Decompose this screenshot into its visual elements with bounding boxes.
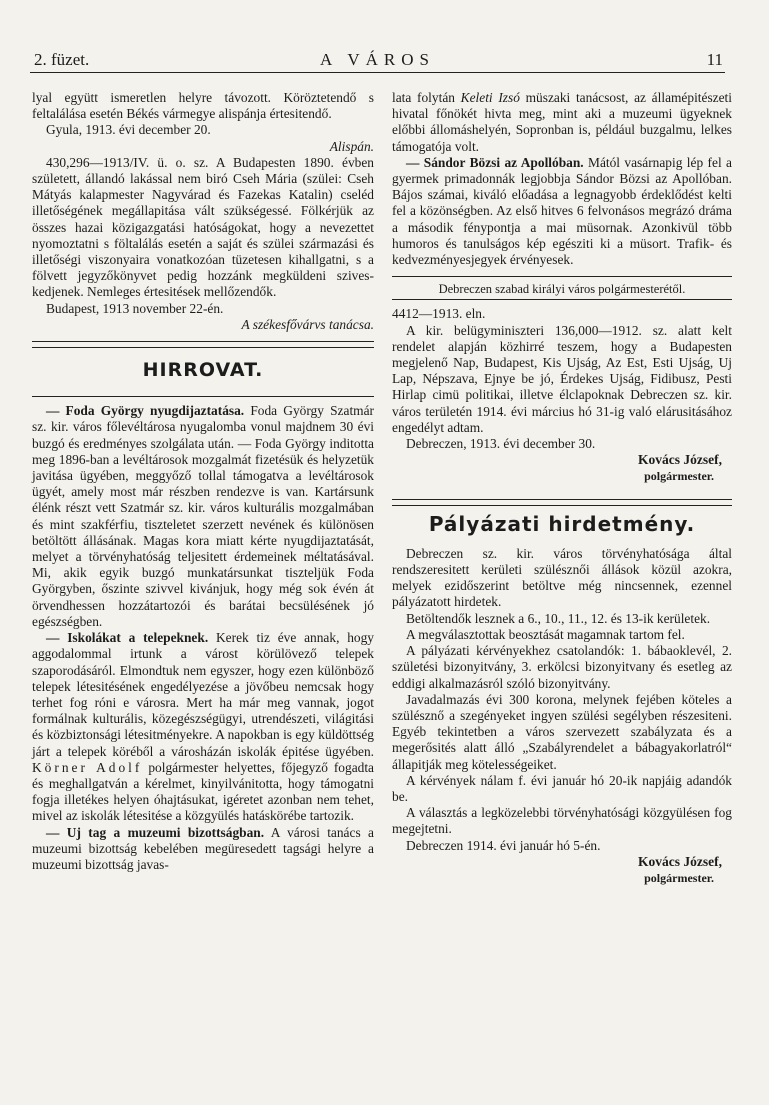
article-date: Budapest, 1913 november 22-én. bbox=[46, 300, 224, 316]
tender-text: A megválasztottak beosztását magamnak tartom fel. bbox=[406, 626, 685, 642]
news-headline: — Sándor Bözsi az Apollóban. bbox=[406, 154, 584, 170]
notice-text: A kir. belügyminiszteri 136,000—1912. sz. alatt kelt rendelet alapján közhirré teszem, hogy a Budapesten megjelenő Nap, Budapest, Kis Ujság, Az Est, Esti Ujság, Uj Lap, Népszava, Ejnye be jó, Érdekes Ujság, Fidibusz, Pesti Hirlap cimü politikai, illetve élclapoknak Debreczen sz. kir. város területén 1914. évi március hó 31-ig való elárusitásához engedélyt adtam. bbox=[392, 322, 732, 435]
publication-title: A VÁROS bbox=[320, 50, 435, 69]
tender-text: A pályázati kérvényekhez csatolandók: 1. bábaoklevél, 2. születési bizonyitvány, 3. erkölcsi bizonyitvany és esetleg az eddigi alkalmazásról szóló bizonyitvány. bbox=[392, 643, 732, 691]
signature-role: polgármester. bbox=[644, 469, 714, 484]
article-text: 430,296—1913/IV. ü. o. sz. A Budapesten 1890. évben született, állandó lakással nem biró Cseh Mária (szülei: Cseh Mátyás kalapmester Nagyvárad és Fazekas Katalin) cseléd illetőségének megállapitása vált szükségessé. Fölkérjük az összes hazai közigazgatási hatóságokat, hogy a nevezettet nyomoztatni s föltalálás esetén a saját és szülei származási és illetőségi viszonyaira vonatkozóan tüzetesen kihallgatni, s a fölvett jegyzőkönyvet pedig hozzánk megküldeni sziveskedjenek. Nemleges értesitések mellőzendők. bbox=[32, 154, 374, 300]
tender-text: A kérvények nálam f. évi január hó 20-ik napjáig adandók be. bbox=[392, 772, 732, 804]
page-number: 11 bbox=[706, 50, 723, 69]
news-body: Foda György Szatmár sz. kir. város főlevéltárosa nyugalomba vonul majdnem 30 évi buzgó és eredményes szolgálata után. — Foda György inditotta meg 1896-ban a levéltárosok mozgalmát fizetésük és helyzetük javitása ügyében, meggyőző tollal támogatva a levéltárosok ügyét, amely most már részben rendezve is van. Kartársunk élénk részt vett Szatmár sz. kir. város kulturális mozgalmában és mint szakférfiu, tiszteletet szerzett nevének és különösen betöltött állásának. Magas kora miatt kérte nyugdijaztatását, melyet a törvényhatóság teljesitett érdemeinek méltatásával. Mi, akik egyik buzgó munkatársunkat tiszteljük Foda Györgyben, őszinte szivvel kivánjuk, hogy még sok évén át örvendhessen hozzátartozói és barátai becsülésének jó egészségben. bbox=[32, 403, 374, 629]
news-body: Mától vasárnapig lép fel a gyermek primadonnák legjobbja Sándor Bözsi az Apollóban. Bájos számai, kiváló előadása a legnagyobb érdeklődést kelti fel a közönségben. Az első hitves 6 felvonásos megrázó dráma a második fénypontja a mai müsornak. Azonkivül több humoros és tanulságos kép egésziti ki a müsort. Trafik- és kedvezményesjegyek érvényesek. bbox=[392, 154, 732, 268]
news-item bbox=[392, 155, 732, 268]
notice-number: 4412—1913. eln. bbox=[392, 306, 486, 322]
news-item bbox=[32, 825, 374, 874]
tender-date: Debreczen 1914. évi január hó 5-én. bbox=[406, 837, 601, 853]
article-signature: Alispán. bbox=[329, 138, 374, 154]
news-item bbox=[392, 90, 732, 155]
news-headline: — Iskolákat a telepeknek. bbox=[46, 630, 209, 646]
left-column bbox=[32, 90, 374, 1095]
news-headline: — Foda György nyugdijaztatása. bbox=[46, 403, 245, 419]
person-name: Körner Adolf bbox=[32, 759, 143, 775]
news-body: lata folytán bbox=[392, 90, 455, 105]
tender-text: A választás a legközelebbi törvényhatósági közgyülésen fog megejtetni. bbox=[392, 805, 732, 837]
double-divider bbox=[392, 499, 732, 506]
news-body: müszaki tanácsost, az államépitészeti hivatal főnökét hivta meg, mint aki a muzeumi ügyeknek előbbi állomáshelyén, Sopronban is, például buzgalmu, lelkes támogatója volt. bbox=[392, 90, 732, 154]
divider bbox=[392, 299, 732, 300]
news-body: A városi tanács a muzeumi bizottság kebelében megüresedett tagsági helyre a muzeumi bizottság javas- bbox=[32, 824, 374, 872]
tender-text: Betöltendők lesznek a 6., 10., 11., 12. és 13-ik kerületek. bbox=[406, 610, 711, 626]
article-date: Gyula, 1913. évi december 20. bbox=[46, 122, 211, 138]
article-signature: A székesfővárvs tanácsa. bbox=[241, 316, 374, 332]
news-item bbox=[32, 630, 374, 824]
right-column bbox=[392, 90, 732, 1095]
news-body: Kerek tiz éve annak, hogy aggodalommal irtunk a várost körülövező telepek szaporodásáról. Elmondtuk nem egyszer, hogy ezen különböző telepek létesitésének engedélyezése a jövőbeu nemcsak hogy terhet fog róni e városra. Mert ha már meg vannak, jogot formálnak kulturális, közegészségügyi, utrendészeti, világitási és közbiztonsági létesitményekre. A napokban is egy küldöttség járt a telepek köréből a városházán iskolák épitése ügyében. bbox=[32, 630, 374, 759]
section-title-tender: Pályázati hirdetmény. bbox=[428, 511, 696, 536]
signature-name: Kovács József, bbox=[638, 853, 722, 869]
divider bbox=[392, 276, 732, 277]
news-item bbox=[32, 403, 374, 630]
notice-heading: Debreczen szabad királyi város polgármesterétől. bbox=[438, 282, 686, 297]
article-text: lyal együtt ismeretlen helyre távozott. Köröztetendő s feltalálása esetén Békés vármegye alispánja értesitendő. bbox=[32, 90, 374, 122]
issue-number: 2. füzet. bbox=[34, 50, 90, 69]
divider bbox=[32, 396, 374, 397]
signature-name: Kovács József, bbox=[638, 452, 722, 468]
notice-date: Debreczen, 1913. évi december 30. bbox=[406, 436, 596, 452]
signature-role: polgármester. bbox=[644, 870, 714, 885]
news-body: polgármester helyettes, főjegyző fogadta és meghallgatván a kérelmet, kinyilvánitotta, hogy támogatni fogja illetékes helyen óhajtásukat, igéretet azonban nem tehet, mivel az iskolák létesitése a közgyülés hatáskörébe tartozik. bbox=[32, 759, 374, 824]
tender-text: Javadalmazás évi 300 korona, melynek fejében köteles a szülésznő a szegényeket ingyen szülési segélyben részesiteni. Egyéb tekintetben a város szervezett szabályzata és a megerősités alatt álló „Szabályrendelet a bábagyakorlatról“ állapitják meg kötelességeiket. bbox=[392, 691, 732, 772]
section-title-news: HIRROVAT. bbox=[142, 359, 264, 382]
person-name: Keleti Izsó bbox=[460, 90, 520, 105]
page-header bbox=[30, 48, 725, 73]
tender-text: Debreczen sz. kir. város törvényhatósága által rendszeresitett kerületi szülésznői állások közül azokra, melyek ezidőszerint betöltve még nincsennek, ezennel pályázatott hirdetek. bbox=[392, 545, 732, 610]
double-divider bbox=[32, 341, 374, 348]
news-headline: — Uj tag a muzeumi bizottságban. bbox=[46, 824, 265, 840]
